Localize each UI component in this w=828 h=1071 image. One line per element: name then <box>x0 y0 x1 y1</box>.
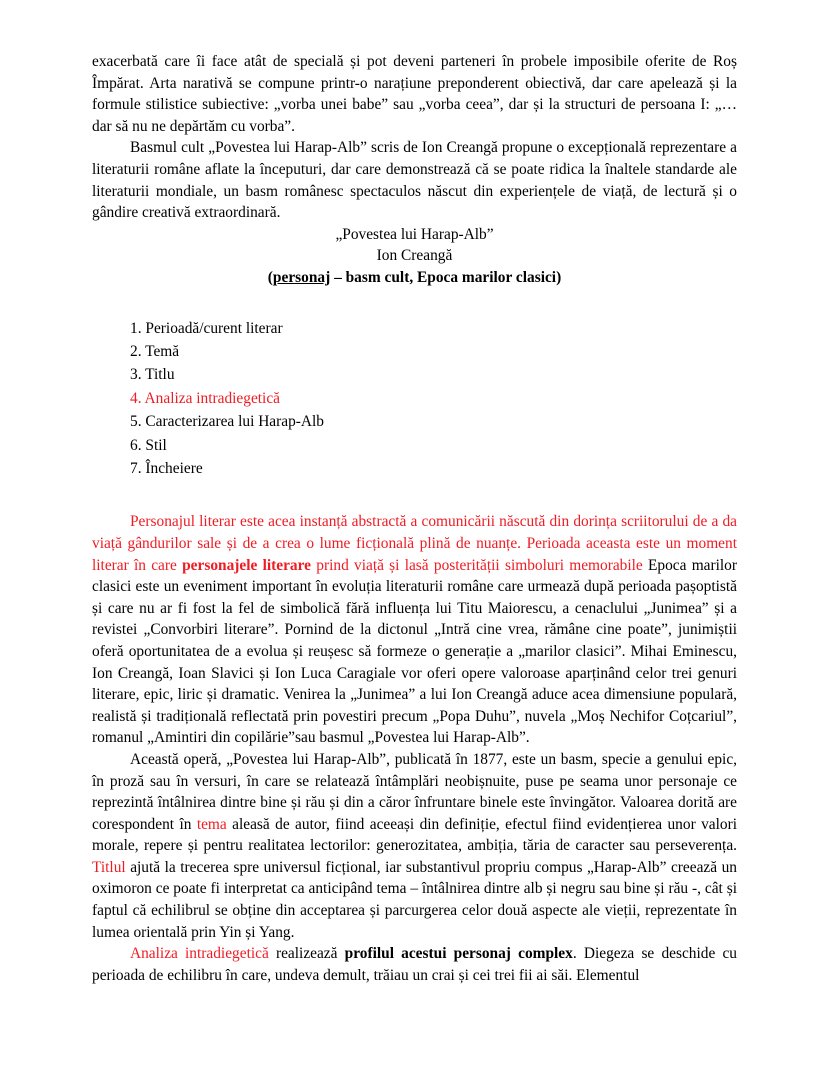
list-item-number: 7. <box>130 459 142 477</box>
list-item-label: Temă <box>145 342 180 360</box>
list-item-label: Perioadă/curent literar <box>145 319 283 337</box>
list-item <box>92 457 737 480</box>
document-body <box>92 51 737 986</box>
text-segment: aleasă de autor, fiind aceeași din definiție, efectul fiind evidențierea unor valori morale, repere și pentru realitatea lectorilor: generozitatea, ambiția, tăria de caracter sau perseverența. <box>92 815 737 855</box>
list-item-highlighted <box>92 387 737 410</box>
list-item <box>92 363 737 386</box>
list-item <box>92 434 737 457</box>
red-keyword-tema: tema <box>196 815 227 833</box>
list-item-number: 6. <box>130 436 142 454</box>
list-item-number: 5. <box>130 413 142 431</box>
author-name: Ion Creangă <box>376 247 453 265</box>
list-item-label: Stil <box>145 436 167 454</box>
black-text-segment: Epoca marilor clasici este un eveniment important în evoluția literaturii române care urmează după perioada pașoptistă și care nu ar fi fost la fel de simbolică fără influența lui Titu Maiorescu, a cenaclului „Junimea” și a revistei „Convorbiri literare”. Pornind de la dictonul „Intră cine vrea, rămâne cine poate”, junimiștii oferă oportunitatea de a evolua și reușesc să formeze o generație a „marilor clasici”. Mihai Eminescu, Ion Creangă, Ioan Slavici și Ion Luca Caragiale vor oferi opere valoroase aparținând celor trei genuri literare, epic, liric și dramatic. Venirea la „Junimea” a lui Ion Creangă aduce acea dimensiune populară, realistă și tradițională reflectată prin povestiri precum „Popa Duhu”, nuvela „Moș Nechifor Coțcariul”, romanul „Amintiri din copilărie”sau basmul „Povestea lui Harap-Alb”. <box>92 556 738 747</box>
list-item <box>92 340 737 363</box>
red-bold-phrase: personajele literare <box>182 556 312 574</box>
paragraph-personajul-literar <box>92 511 737 749</box>
subtitle-open-paren: ( <box>267 268 273 286</box>
list-item-label: Încheiere <box>145 459 203 477</box>
paragraph-continuation: exacerbată care îi face atât de specială și pot deveni parteneri în probele imposibile oferite de Roș Împărat. Arta narativă se compune printr-o narațiune preponderent obiectivă, dar care apelează și la formule stilistice subiective: „vorba unei babe” sau „vorba ceea”, dar și la structuri de persoana I: „… dar să nu ne depărtăm cu vorba”. <box>92 53 737 135</box>
subtitle-keyword: personaj <box>272 268 331 286</box>
subtitle-line <box>92 267 737 289</box>
text-segment: ajută la trecerea spre universul ficțional, iar substantivul propriu compus „Harap-Alb” creează un oximoron ce poate fi interpretat ca anticipând tema – întâlnirea dintre alb și negru sau bine și rău -, cât și faptul că echilibrul se obține din acceptarea și parcurgerea celor două aspecte ale vieții, reprezentate în lumea orientală prin Yin și Yang. <box>92 858 737 941</box>
list-item-label: Analiza intradiegetică <box>144 389 280 407</box>
list-item-number: 2. <box>130 342 142 360</box>
list-item-label: Caracterizarea lui Harap-Alb <box>145 413 324 431</box>
red-keyword-analiza: Analiza intradiegetică <box>130 945 269 963</box>
text-segment: Această operă, „Povestea lui Harap-Alb”, publicată în 1877, este un basm, specie a genului epic, în proză sau în versuri, în care se relatează întâmplări neobișnuite, puse pe seama unor personaje ce reprezintă întâlnirea dintre bine și rău și din a căror înfruntare binele este învingător. Valoarea dorită are corespondent în <box>92 750 737 833</box>
bold-phrase-profil: profilul acestui personaj complex <box>344 945 573 963</box>
paragraph-basmul-cult: Basmul cult „Povestea lui Harap-Alb” scris de Ion Creangă propune o excepțională reprezentare a literaturii române aflate la începuturi, dar care demonstrează că se poate ridica la înaltele standarde ale literaturii mondiale, un basm românesc spectaculos născut din experiențele de viață, de lectură și o gândire creativă extraordinară. <box>92 139 737 222</box>
list-item-number: 4. <box>130 389 142 407</box>
subtitle-rest: – basm cult, Epoca marilor clasici) <box>330 268 562 286</box>
text-segment: . Diegeza se deschide cu perioada de echilibru în care, undeva demult, trăiau un crai și cei trei fii ai săi. Elementul <box>92 945 737 984</box>
red-text-segment: Personajul literar este acea instanță abstractă a comunicării născută din dorința scriitorului de a da viață gândurilor sale și de a crea o lume ficțională plină de nuanțe. Perioada aceasta este un moment literar în care <box>92 513 737 574</box>
paragraph-analiza-intradiegetica <box>92 943 737 986</box>
list-item-number: 1. <box>130 319 142 337</box>
paragraph-aceasta-opera <box>92 749 737 943</box>
outline-list <box>92 317 737 481</box>
text-segment: realizează <box>268 945 345 963</box>
spacer-before-outline <box>92 289 737 317</box>
list-item <box>92 410 737 433</box>
spacer-before-analysis <box>92 480 737 511</box>
work-title: „Povestea lui Harap-Alb” <box>335 225 494 243</box>
red-text-segment: prind viață și lasă posterității simboluri memorabile <box>311 556 643 574</box>
list-item-number: 3. <box>130 366 142 384</box>
list-item <box>92 317 737 340</box>
red-keyword-titlul: Titlul <box>92 858 126 876</box>
list-item-label: Titlu <box>145 366 175 384</box>
